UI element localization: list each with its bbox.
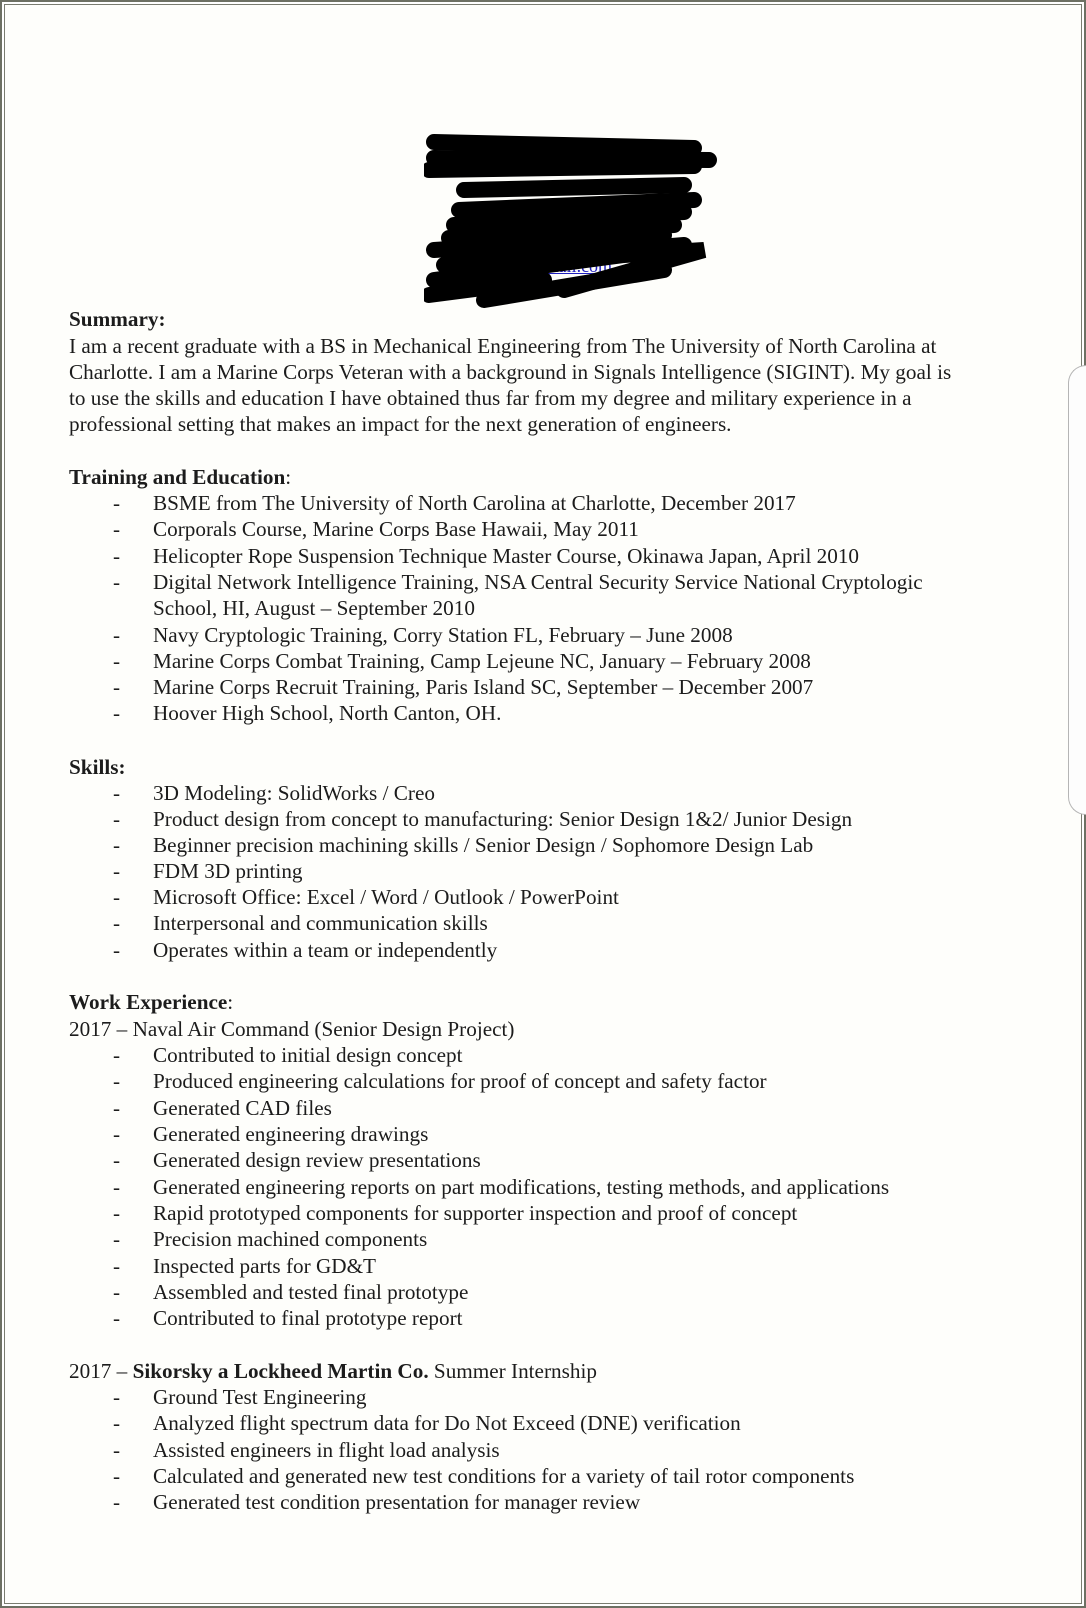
job-title: 2017 – Sikorsky a Lockheed Martin Co. Summer Internship: [69, 1359, 597, 1383]
email-link[interactable]: @gmail.com: [519, 256, 613, 276]
summary-line: to use the skills and education I have obtained thus far from my degree and military experience in a: [69, 386, 912, 410]
side-scroll-panel[interactable]: [1068, 365, 1086, 815]
summary-line: professional setting that makes an impact for the next generation of engineers.: [69, 412, 732, 436]
skills-heading: Skills:: [69, 755, 126, 779]
company-name: Sikorsky a Lockheed Martin Co.: [132, 1359, 429, 1383]
experience-heading: Work Experience:: [69, 990, 234, 1014]
education-heading: Training and Education:: [69, 465, 292, 489]
job-title: 2017 – Naval Air Command (Senior Design Project): [69, 1017, 515, 1041]
summary-line: Charlotte. I am a Marine Corps Veteran with a background in Signals Intelligence (SIGINT). My goal is: [69, 360, 952, 384]
summary-line: I am a recent graduate with a BS in Mechanical Engineering from The University of North Carolina at: [69, 334, 937, 358]
summary-heading: Summary:: [69, 307, 166, 331]
redaction-scribble: [424, 130, 724, 310]
